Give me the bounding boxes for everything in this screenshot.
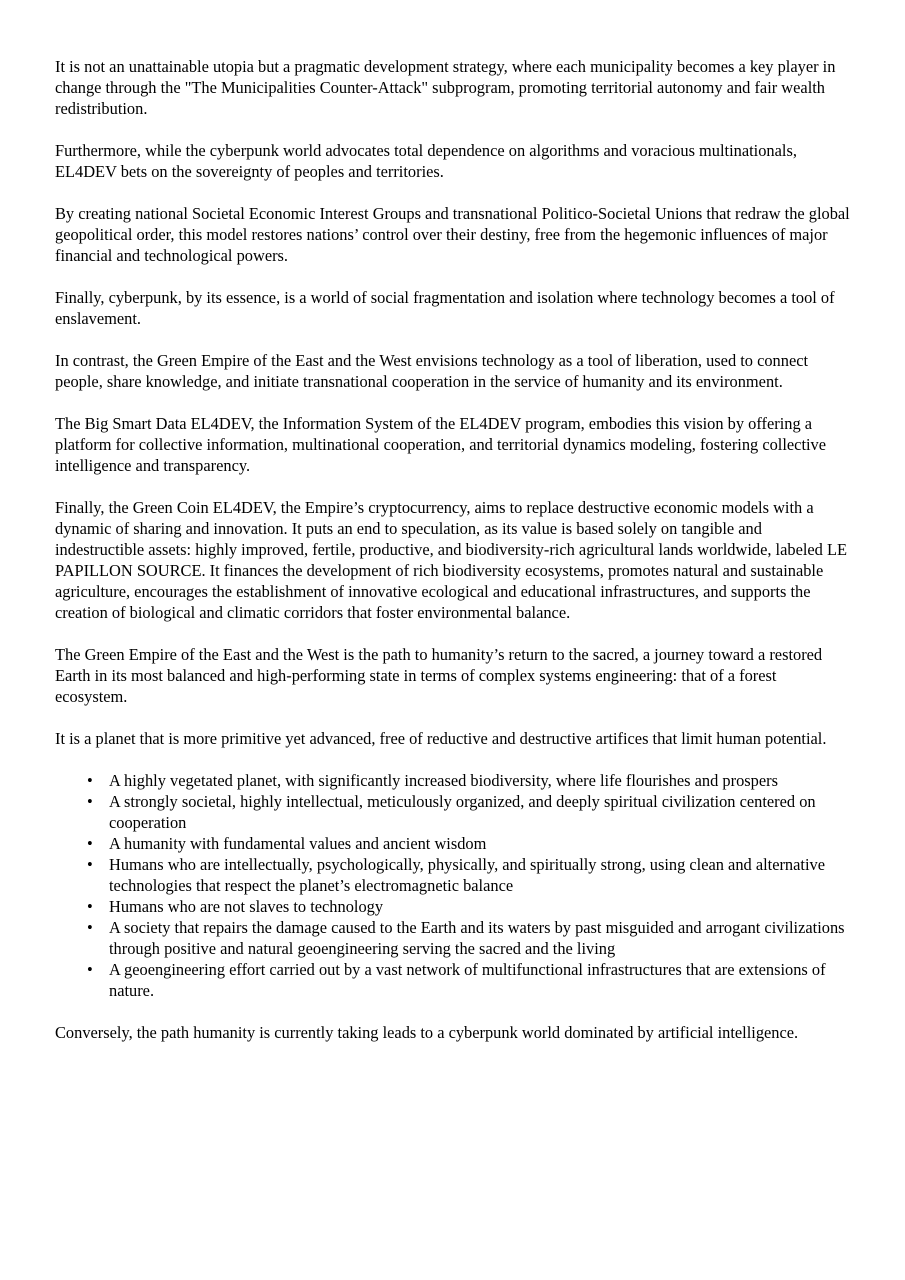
bullet-icon: • (87, 792, 93, 811)
paragraph: It is a planet that is more primitive yet advanced, free of reductive and destructive artifices that limit human potential. (55, 729, 827, 748)
list-item (87, 833, 850, 854)
paragraph: The Big Smart Data EL4DEV, the Information System of the EL4DEV program, embodies this vision by offering a platform for collective information, multinational cooperation, and territorial dynamics modeling, fostering collective intelligence and transparency. (55, 414, 827, 475)
bullet-icon: • (87, 771, 93, 790)
list-item (87, 854, 850, 896)
bullet-icon: • (87, 897, 93, 916)
list-item-text: Humans who are not slaves to technology (109, 897, 384, 916)
paragraph: In contrast, the Green Empire of the East and the West envisions technology as a tool of liberation, used to connect people, share knowledge, and initiate transnational cooperation in the service of humanity and its environment. (55, 351, 809, 391)
bullet-icon: • (87, 918, 93, 937)
paragraph: Finally, the Green Coin EL4DEV, the Empire’s cryptocurrency, aims to replace destructive economic models with a dynamic of sharing and innovation. It puts an end to speculation, as its value is based solely on tangible and indestructible assets: highly improved, fertile, productive, and biodiversity-rich agricultural lands worldwide, labeled LE PAPILLON SOURCE. It finances the development of rich biodiversity ecosystems, promotes natural and sustainable agriculture, encourages the establishment of innovative ecological and educational infrastructures, and supports the creation of biological and climatic corridors that foster environmental balance. (55, 498, 847, 622)
list-item (87, 917, 850, 959)
document-page (55, 56, 850, 1064)
list-item-text: A humanity with fundamental values and ancient wisdom (109, 834, 487, 853)
list-item-text: A highly vegetated planet, with significantly increased biodiversity, where life flourishes and prospers (109, 771, 778, 790)
paragraph: The Green Empire of the East and the West is the path to humanity’s return to the sacred, a journey toward a restored Earth in its most balanced and high-performing state in terms of complex systems engineering: that of a forest ecosystem. (55, 645, 823, 706)
list-item (87, 959, 850, 1001)
bullet-icon: • (87, 834, 93, 853)
bullet-icon: • (87, 855, 93, 874)
list-item-text: A society that repairs the damage caused to the Earth and its waters by past misguided and arrogant civilizations through positive and natural geoengineering serving the sacred and the living (109, 918, 845, 958)
bullet-icon: • (87, 960, 93, 979)
list-item (87, 770, 850, 791)
list-item (87, 896, 850, 917)
paragraph: By creating national Societal Economic Interest Groups and transnational Politico-Societal Unions that redraw the global geopolitical order, this model restores nations’ control over their destiny, free from the hegemonic influences of major financial and technological powers. (55, 204, 850, 265)
list-item-text: A geoengineering effort carried out by a vast network of multifunctional infrastructures that are extensions of nature. (109, 960, 826, 1000)
paragraph: Finally, cyberpunk, by its essence, is a world of social fragmentation and isolation where technology becomes a tool of enslavement. (55, 288, 835, 328)
list-item-text: A strongly societal, highly intellectual, meticulously organized, and deeply spiritual civilization centered on cooperation (109, 792, 816, 832)
paragraph: Conversely, the path humanity is currently taking leads to a cyberpunk world dominated by artificial intelligence. (55, 1023, 799, 1042)
paragraph: Furthermore, while the cyberpunk world advocates total dependence on algorithms and voracious multinationals, EL4DEV bets on the sovereignty of peoples and territories. (55, 141, 797, 181)
bullet-list (55, 770, 850, 1001)
list-item-text: Humans who are intellectually, psychologically, physically, and spiritually strong, using clean and alternative technologies that respect the planet’s electromagnetic balance (109, 855, 825, 895)
paragraph: It is not an unattainable utopia but a pragmatic development strategy, where each municipality becomes a key player in change through the "The Municipalities Counter-Attack" subprogram, promoting territorial autonomy and fair wealth redistribution. (55, 57, 836, 118)
list-item (87, 791, 850, 833)
